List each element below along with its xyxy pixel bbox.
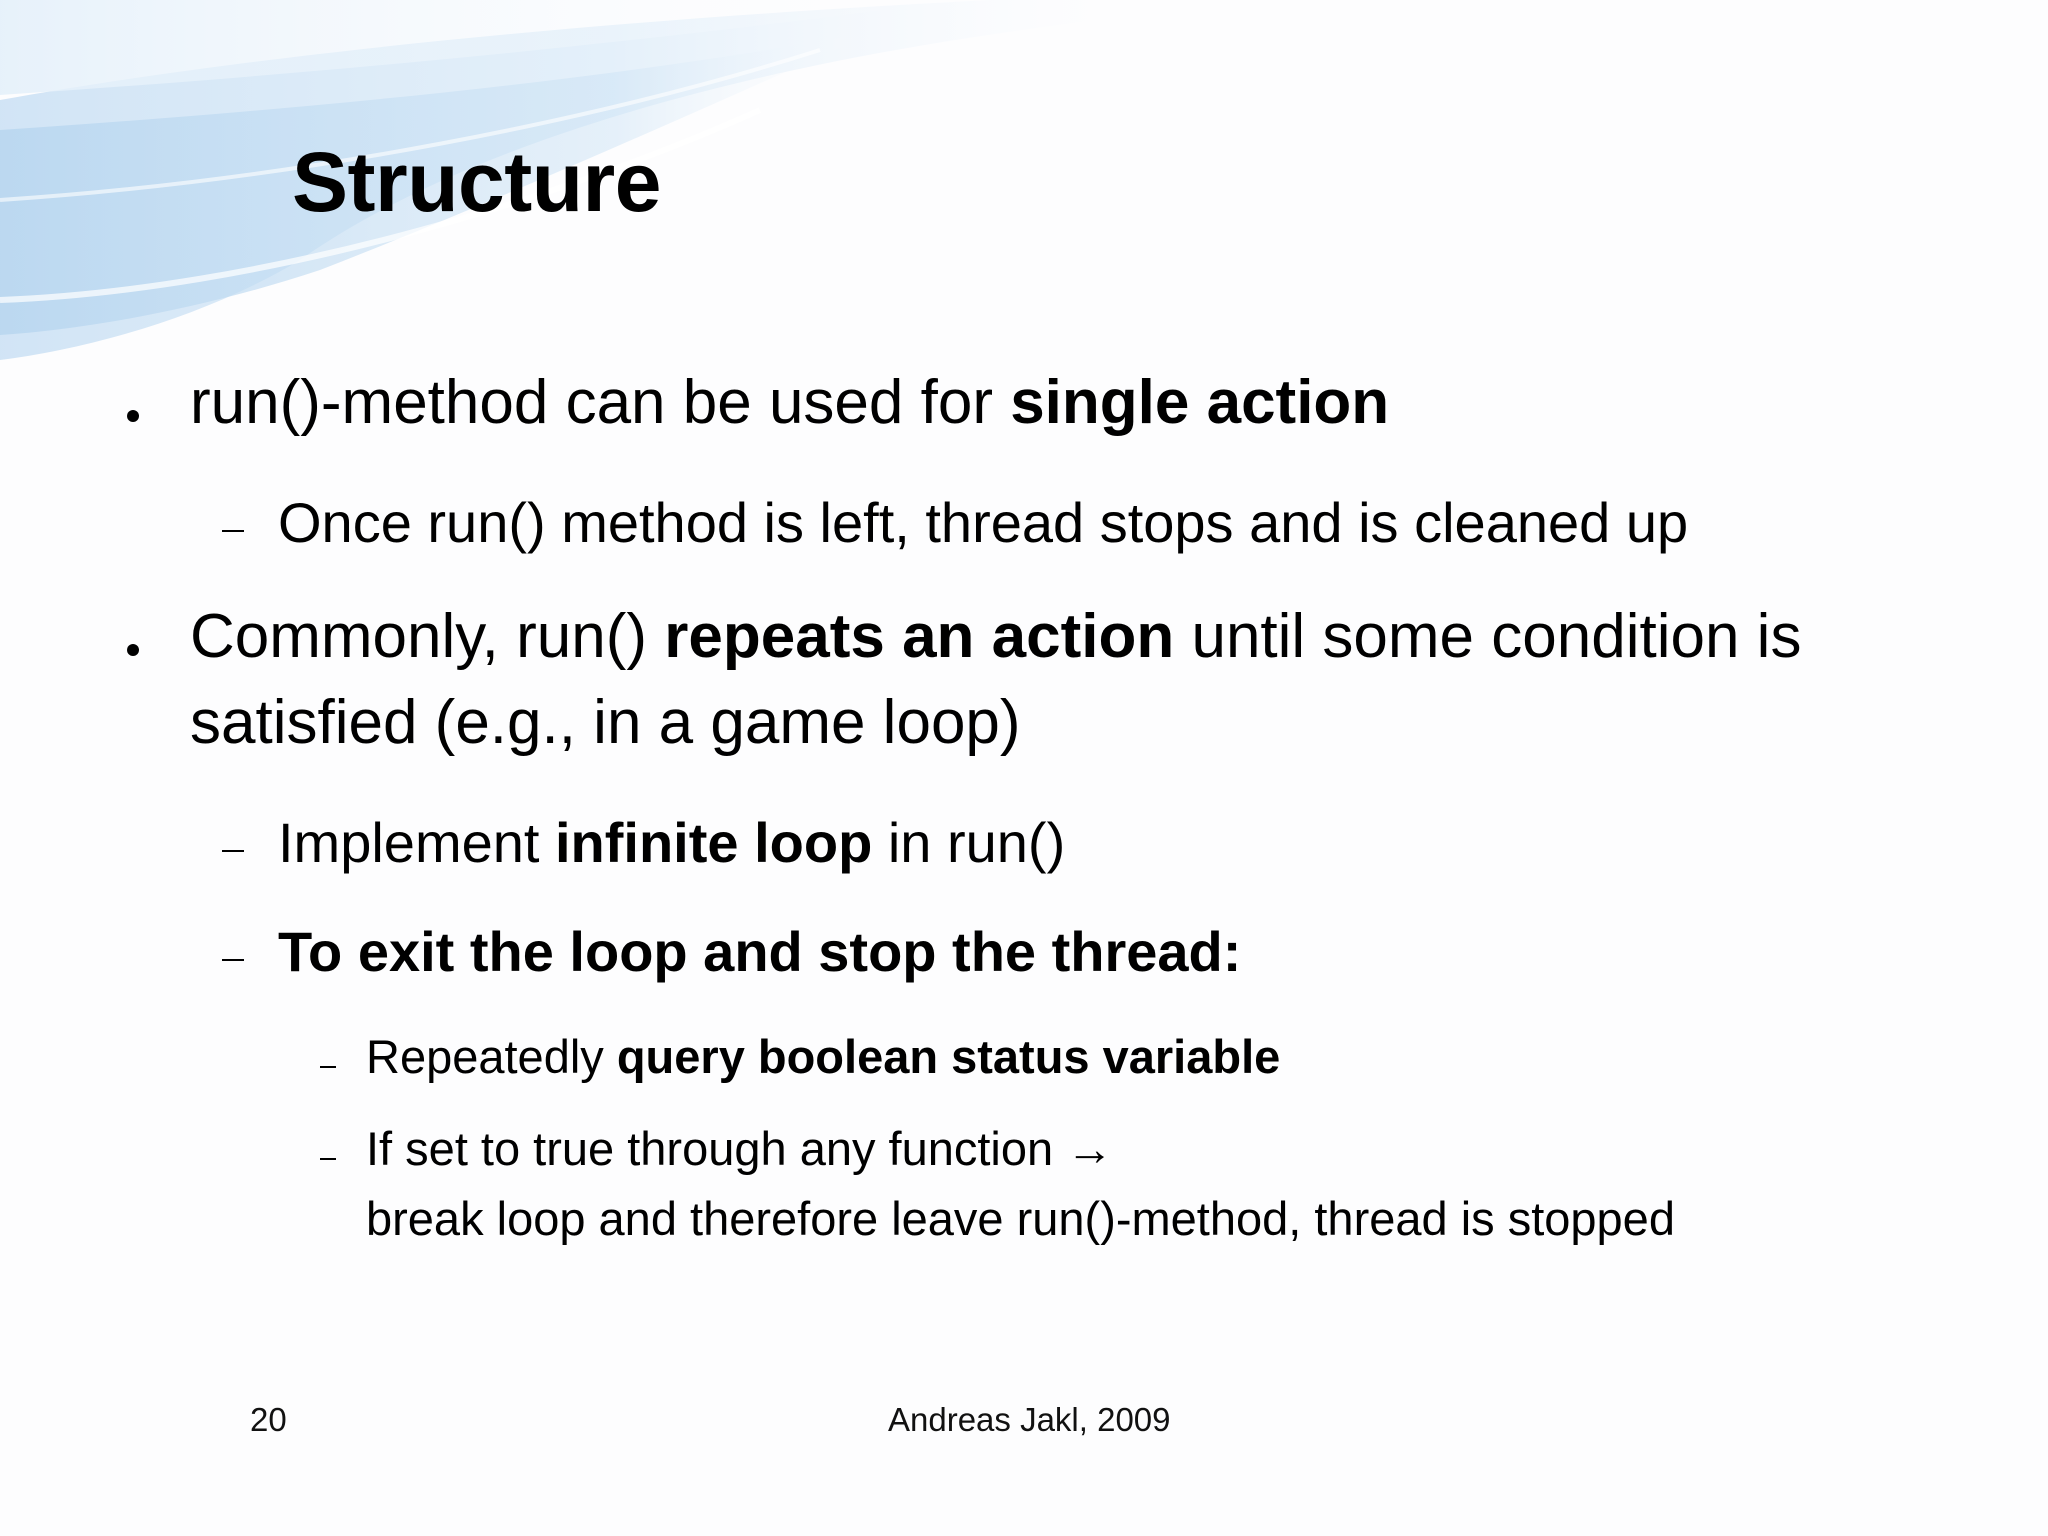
bullet-2-text-end: until some condition is [1174,602,1802,671]
dash-icon [222,530,244,532]
bullet-2-sub-2-item-1-bold-text: query boolean status variable [616,1030,1281,1083]
bullet-dot-icon [127,410,139,422]
bullet-2-sub-2 [278,917,1241,987]
bullet-2-bold-text: repeats an action [664,602,1175,671]
bullet-2-continuation-text: satisfied (e.g., in a game loop) [190,688,1021,757]
dash-icon [320,1158,336,1160]
footer-author: Andreas Jakl, 2009 [888,1401,1171,1438]
bullet-2-sub-1-bold-text: infinite loop [555,811,873,874]
bullet-1-sub-1 [278,488,1688,558]
dash-icon [320,1066,336,1068]
bullet-2 [190,594,1801,680]
bullet-dot-icon [127,644,139,656]
bullet-2-sub-2-item-2-continuation [366,1184,1675,1254]
bullet-2-sub-2-item-2-text: If set to true through any function → [366,1122,1114,1175]
bullet-2-sub-2-item-2-continuation-text: break loop and therefore leave run()-method, thread is stopped [366,1192,1675,1245]
bullet-2-sub-2-item-1-text: Repeatedly [366,1030,617,1083]
bullet-2-text: Commonly, run() [190,602,665,671]
bullet-2-sub-2-item-2 [366,1114,1113,1184]
bullet-1-sub-1-text: Once run() method is left, thread stops and is cleaned up [278,491,1689,554]
bullet-2-sub-2-item-1 [366,1022,1280,1092]
bullet-2-sub-1 [278,808,1065,878]
bullet-1-text: run()-method can be used for [190,368,1011,437]
bullet-1 [190,360,1389,446]
page-number: 20 [250,1401,287,1438]
dash-icon [222,850,244,852]
slide-title: Structure [292,135,661,229]
bullet-2-continuation [190,680,1021,766]
dash-icon [222,959,244,961]
bullet-1-bold-text: single action [1010,368,1390,437]
bullet-2-sub-2-bold-text: To exit the loop and stop the thread: [278,920,1242,983]
bullet-2-sub-1-text: Implement [278,811,555,874]
bullet-2-sub-1-text-end: in run() [872,811,1066,874]
